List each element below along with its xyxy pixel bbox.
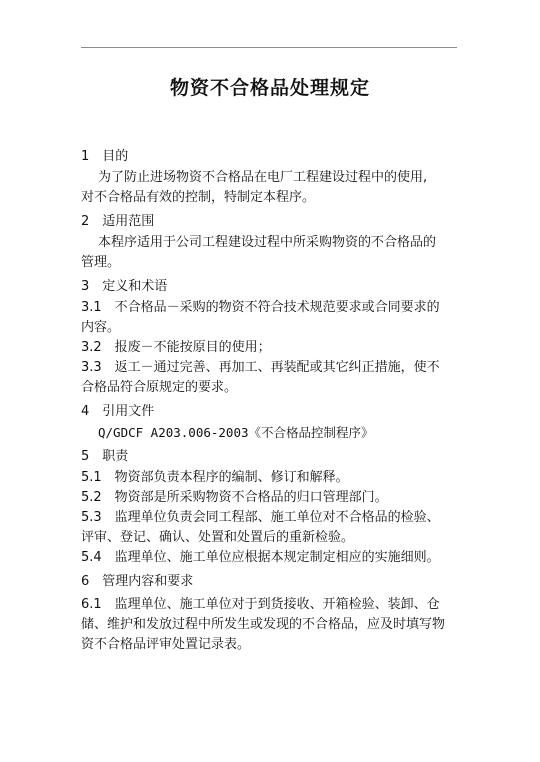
paragraph-line: 6.1 监理单位、施工单位对于到货接收、开箱检验、装卸、仓: [81, 597, 440, 612]
reference-line: Q/GDCF A203.006-2003《不合格品控制程序》: [98, 425, 374, 440]
section-heading-references: 4 引用文件: [81, 404, 155, 419]
document-title: 物资不合格品处理规定: [169, 77, 370, 99]
paragraph-line: 评审、登记、确认、处置和处置后的重新检验。: [81, 530, 355, 545]
section-heading-purpose: 1 目的: [81, 149, 129, 164]
paragraph-line: 本程序适用于公司工程建设过程中所采购物资的不合格品的: [98, 235, 437, 250]
paragraph-line: 合格品符合原规定的要求。: [81, 380, 238, 395]
paragraph-line: 3.2 报废－不能按原目的使用；: [81, 340, 271, 355]
section-heading-management: 6 管理内容和要求: [81, 574, 194, 589]
section-heading-definitions: 3 定义和术语: [81, 279, 168, 294]
section-heading-responsibilities: 5 职责: [81, 449, 129, 464]
document-body: [81, 143, 459, 655]
paragraph-line: 资不合格品评审处置记录表。: [81, 637, 251, 652]
paragraph-line: 为了防止进场物资不合格品在电厂工程建设过程中的使用,: [98, 170, 428, 185]
header-rule: [81, 47, 457, 48]
paragraph-line: 5.2 物资部是所采购物资不合格品的归口管理部门。: [81, 490, 388, 505]
paragraph-line: 5.3 监理单位负责会同工程部、施工单位对不合格品的检验、: [81, 510, 440, 525]
paragraph-line: 5.4 监理单位、施工单位应根据本规定制定相应的实施细则。: [81, 550, 440, 565]
paragraph-line: 3.3 返工－通过完善、再加工、再装配或其它纠正措施，使不: [81, 360, 440, 375]
paragraph-line: 5.1 物资部负责本程序的编制、修订和解释。: [81, 470, 349, 485]
paragraph-line: 储、维护和发放过程中所发生或发现的不合格品，应及时填写物: [81, 617, 446, 632]
paragraph-line: 对不合格品有效的控制，特制定本程序。: [81, 190, 316, 205]
paragraph-line: 内容。: [81, 320, 121, 335]
paragraph-line: 3.1 不合格品－采购的物资不符合技术规范要求或合同要求的: [81, 300, 440, 315]
paragraph-line: 管理。: [81, 255, 121, 270]
section-heading-scope: 2 适用范围: [81, 214, 155, 229]
